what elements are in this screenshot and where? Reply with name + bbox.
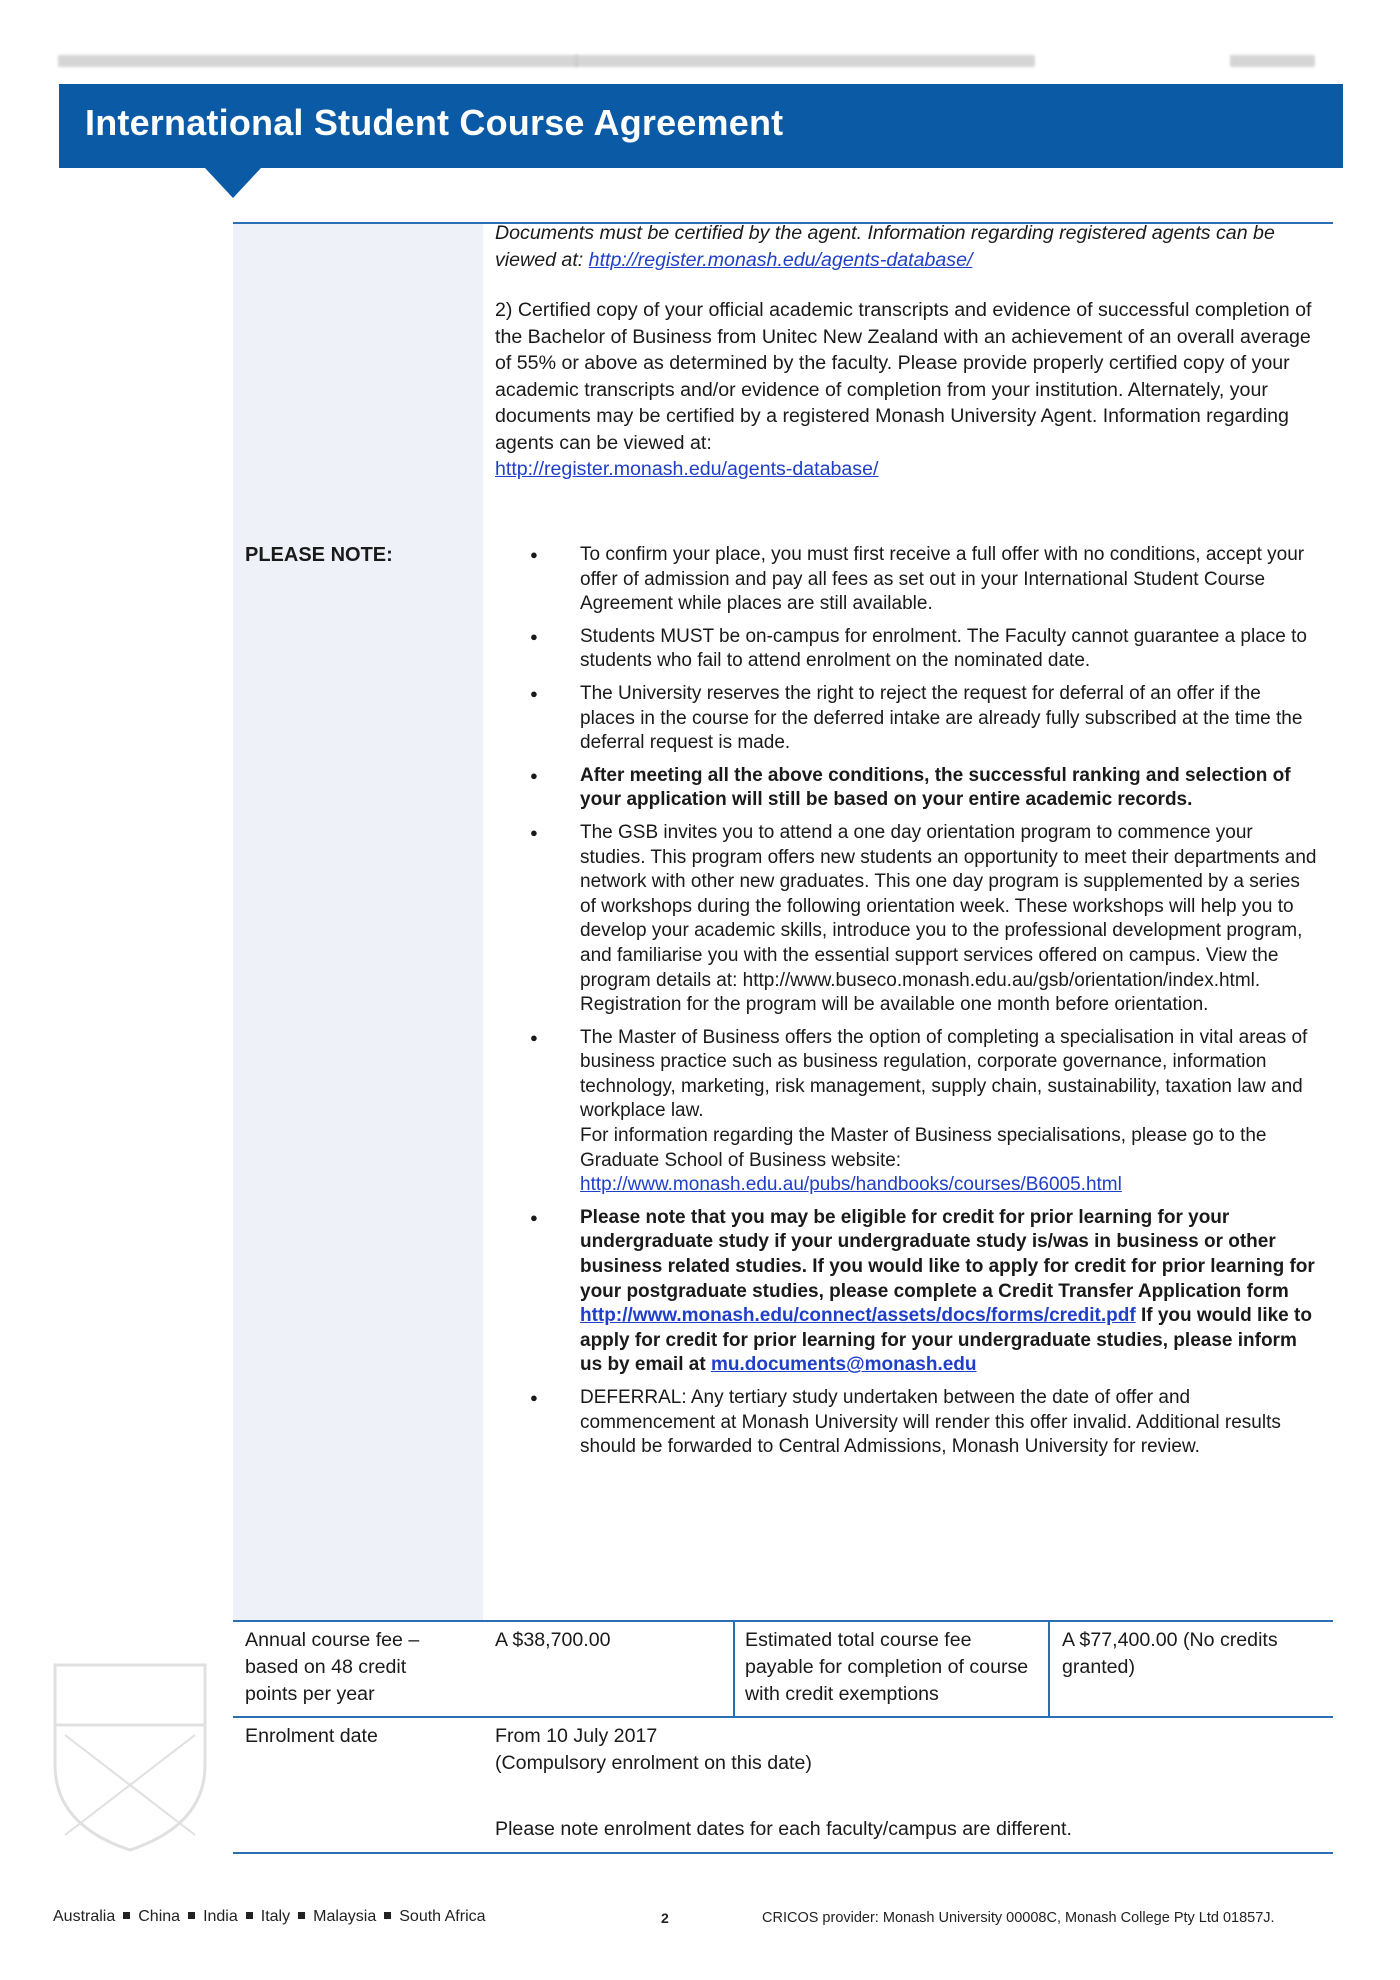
certification-note [495, 220, 1325, 273]
enrolment-date: From 10 July 2017 [495, 1725, 658, 1747]
table-divider [1048, 1620, 1050, 1716]
page-title: International Student Course Agreement [85, 102, 784, 143]
banner-pointer [205, 168, 261, 198]
note-text: For information regarding the Master of Business specialisations, please go to the Graduate School of Business website: [580, 1125, 1267, 1171]
country-label: India [203, 1908, 238, 1925]
separator-square [188, 1912, 195, 1919]
agents-database-link[interactable]: http://register.monash.edu/agents-database/ [588, 248, 973, 271]
annual-fee-value: A $38,700.00 [495, 1629, 611, 1651]
country-label: Malaysia [313, 1908, 377, 1925]
note-text: Students MUST be on-campus for enrolment. The Faculty cannot guarantee a place to students who fail to attend enrolment on the nominated date. [580, 625, 1307, 672]
separator-square [123, 1912, 130, 1919]
redacted-header-strip [575, 55, 1035, 67]
separator-square [384, 1912, 391, 1919]
cricos-provider: CRICOS provider: Monash University 00008C, Monash College Pty Ltd 01857J. [762, 1910, 1275, 1926]
country-label: South Africa [399, 1908, 486, 1925]
total-fee-label: Estimated total course fee payable for completion of course with credit exemptions [745, 1629, 1029, 1705]
list-item [530, 764, 1320, 813]
list-item [530, 1386, 1320, 1460]
separator-square [298, 1912, 305, 1919]
footer-countries [53, 1908, 486, 1926]
handbook-link[interactable]: http://www.monash.edu.au/pubs/handbooks/courses/B6005.html [580, 1174, 1122, 1196]
country-label: Italy [260, 1908, 291, 1925]
note-text: To confirm your place, you must first receive a full offer with no conditions, accept your offer of admission and pay all fees as set out in your International Student Course Agreement while places are still available. [580, 544, 1305, 615]
credit-form-link[interactable]: http://www.monash.edu/connect/assets/docs/forms/credit.pdf [580, 1305, 1136, 1327]
please-note-label: PLEASE NOTE: [245, 544, 393, 566]
country-label: China [138, 1908, 181, 1925]
page-number: 2 [661, 1910, 669, 1926]
email-link[interactable]: mu.documents@monash.edu [710, 1354, 977, 1376]
note-text: The University reserves the right to reject the request for deferral of an offer if the places in the course for the deferred intake are already fully subscribed at the time the deferral request is made. [580, 682, 1303, 754]
label-column-band [233, 224, 483, 1620]
note-text: The Master of Business offers the option of completing a specialisation in vital areas of business practice such as business regulation, corporate governance, information technology, marketing, risk management, supply chain, sustainability, taxation law and workplace law. [580, 1026, 1308, 1122]
university-crest [45, 1655, 215, 1855]
certification-text: Documents must be certified by the agent. Information regarding registered agents can be viewed at: [495, 222, 1275, 271]
table-border [233, 1620, 1333, 1622]
requirements-text [495, 220, 1325, 483]
table-border [233, 1716, 1333, 1718]
redacted-header-strip [58, 55, 578, 67]
table-divider [733, 1620, 735, 1716]
notes-list [530, 543, 1320, 1468]
requirement-item-2-text: 2) Certified copy of your official academic transcripts and evidence of successful completion of the Bachelor of Business from Unitec New Zealand with an achievement of an overall average of 55% or above as determined by the faculty. Please provide properly certified copy of your academic transcripts and/or evidence of completion from your institution. Alternately, your documents may be certified by a registered Monash University Agent. Information regarding agents can be viewed at: [495, 299, 1312, 454]
agents-database-link-2[interactable]: http://register.monash.edu/agents-database/ [495, 458, 879, 480]
note-text: If you would like to apply for credit for prior learning for your undergraduate studies, please inform us by email at [580, 1305, 1312, 1376]
country-label: Australia [53, 1908, 116, 1925]
note-text: After meeting all the above conditions, the successful ranking and selection of your application will still be based on your entire academic records. [580, 764, 1291, 811]
note-text: Please note that you may be eligible for credit for prior learning for your undergraduate study if your undergraduate study is/was in business or other business related studies. If you would like to apply for credit for prior learning for your postgraduate studies, please complete a Credit Transfer Application form [580, 1206, 1315, 1302]
enrolment-label: Enrolment date [245, 1725, 378, 1747]
list-item [530, 625, 1320, 674]
enrolment-compulsory: (Compulsory enrolment on this date) [495, 1752, 812, 1774]
annual-fee-label: Annual course fee – based on 48 credit points per year [245, 1629, 420, 1705]
list-item [530, 543, 1320, 617]
separator-square [246, 1912, 253, 1919]
table-border [233, 1852, 1333, 1854]
enrolment-dates-note: Please note enrolment dates for each faculty/campus are different. [495, 1818, 1072, 1840]
note-text: The GSB invites you to attend a one day orientation program to commence your studies. This program offers new students an opportunity to meet their departments and network with other new graduates. This one day program is supplemented by a series of workshops during the following orientation week. These workshops will help you to develop your academic skills, introduce you to the professional development program, and familiarise you with the essential support services offered on campus. View the program details at: http://www.buseco.monash.edu.au/gsb/orientation/index.html. Registration for the program will be available one month before orientation. [580, 821, 1317, 1016]
list-item [530, 821, 1320, 1018]
title-banner [59, 84, 1343, 168]
redacted-header-strip [1230, 55, 1315, 67]
list-item [530, 1206, 1320, 1378]
list-item [530, 682, 1320, 756]
list-item [530, 1026, 1320, 1198]
note-text: DEFERRAL: Any tertiary study undertaken between the date of offer and commencement at Monash University will render this offer invalid. Additional results should be forwarded to Central Admissions, Monash University for review. [580, 1387, 1281, 1458]
total-fee-value: A $77,400.00 (No credits granted) [1062, 1629, 1278, 1678]
requirement-item-2 [495, 297, 1325, 483]
